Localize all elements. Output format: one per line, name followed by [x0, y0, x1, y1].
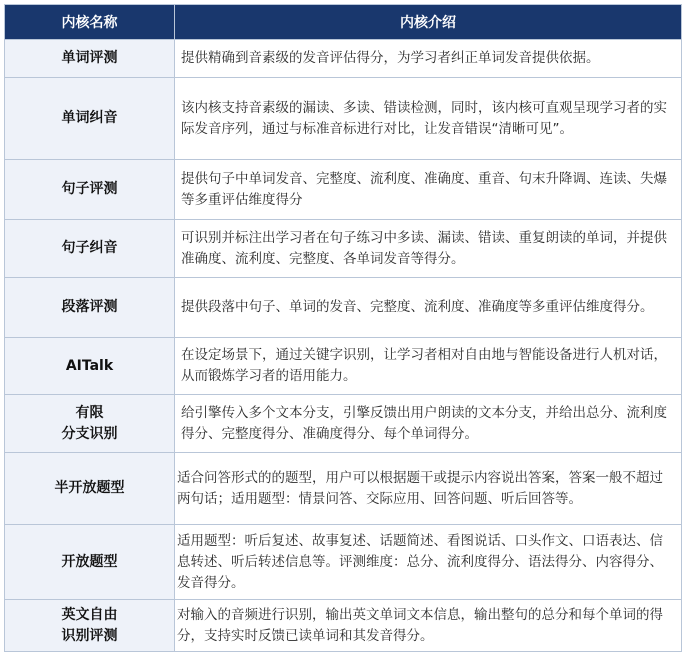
table-row [5, 525, 682, 600]
table-row [5, 395, 682, 453]
kernel-name-cell: 段落评测 [5, 278, 175, 338]
kernel-description-cell: 适合问答形式的的题型，用户可以根据题干或提示内容说出答案，答案一般不超过两句话；适用题型：情景问答、交际应用、回答问题、听后回答等。 [175, 453, 682, 525]
kernel-description-cell: 给引擎传入多个文本分支，引擎反馈出用户朗读的文本分支，并给出总分、流利度得分、完整度得分、准确度得分、每个单词得分。 [175, 395, 682, 453]
table-row [5, 278, 682, 338]
table-row [5, 220, 682, 278]
kernel-name-cell: 半开放题型 [5, 453, 175, 525]
kernel-name-cell: AITalk [5, 338, 175, 395]
kernel-name-cell: 有限 分支识别 [5, 395, 175, 453]
kernel-description-cell: 该内核支持音素级的漏读、多读、错读检测，同时，该内核可直观呈现学习者的实际发音序列，通过与标准音标进行对比，让发音错误“清晰可见”。 [175, 78, 682, 160]
kernel-name-cell: 英文自由 识别评测 [5, 600, 175, 652]
kernel-description-cell: 提供精确到音素级的发音评估得分，为学习者纠正单词发音提供依据。 [175, 40, 682, 78]
table-row [5, 600, 682, 652]
table-row [5, 453, 682, 525]
kernel-description-cell: 适用题型：听后复述、故事复述、话题简述、看图说话、口头作文、口语表达、信息转述、听后转述信息等。评测维度：总分、流利度得分、语法得分、内容得分、发音得分。 [175, 525, 682, 600]
table-row [5, 160, 682, 220]
kernel-name-cell: 句子纠音 [5, 220, 175, 278]
kernel-name-cell: 句子评测 [5, 160, 175, 220]
header-kernel-name: 内核名称 [5, 5, 175, 40]
header-kernel-intro: 内核介绍 [175, 5, 682, 40]
kernel-name-cell: 开放题型 [5, 525, 175, 600]
kernel-description-cell: 可识别并标注出学习者在句子练习中多读、漏读、错读、重复朗读的单词，并提供准确度、流利度、完整度、各单词发音等得分。 [175, 220, 682, 278]
table-row [5, 78, 682, 160]
kernel-description-cell: 在设定场景下，通过关键字识别，让学习者相对自由地与智能设备进行人机对话，从而锻炼学习者的语用能力。 [175, 338, 682, 395]
kernel-description-cell: 对输入的音频进行识别，输出英文单词文本信息，输出整句的总分和每个单词的得分，支持实时反馈已读单词和其发音得分。 [175, 600, 682, 652]
table-header-row [5, 5, 682, 40]
table-row [5, 338, 682, 395]
kernel-description-cell: 提供句子中单词发音、完整度、流利度、准确度、重音、句末升降调、连读、失爆等多重评估维度得分 [175, 160, 682, 220]
kernel-table [4, 4, 682, 652]
table-row [5, 40, 682, 78]
kernel-name-cell: 单词评测 [5, 40, 175, 78]
kernel-name-cell: 单词纠音 [5, 78, 175, 160]
kernel-description-cell: 提供段落中句子、单词的发音、完整度、流利度、准确度等多重评估维度得分。 [175, 278, 682, 338]
